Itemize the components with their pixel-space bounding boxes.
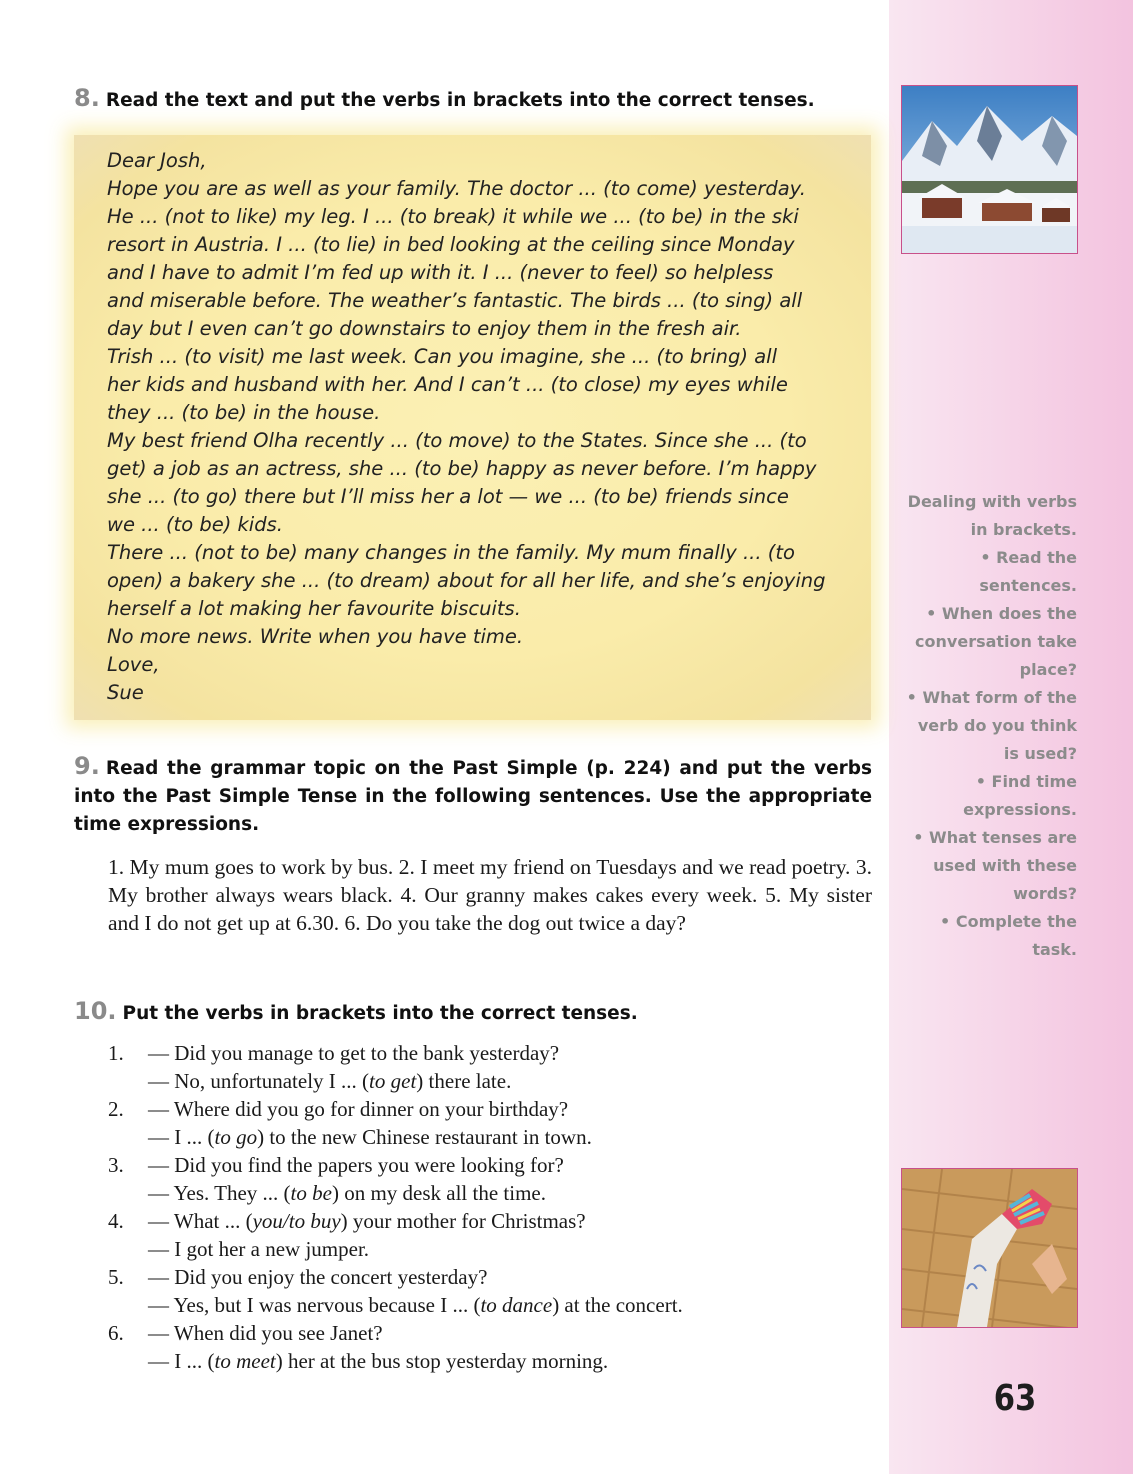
letter-line: get) a job as an actress, she ... (to be) happy as never before. I’m happy <box>107 457 817 480</box>
tip-line: words? <box>1013 884 1077 903</box>
letter-line: and miserable before. The weather’s fantastic. The birds ... (to sing) all <box>107 289 803 312</box>
line-text <box>148 1263 487 1291</box>
line-text <box>148 1123 592 1151</box>
exercise-9-heading <box>74 752 872 839</box>
dialogue-text: — I ... ( <box>148 1349 215 1373</box>
dialogue-text: — Did you manage to get to the bank yesterday? <box>148 1041 560 1065</box>
dialogue-text: ) at the concert. <box>552 1293 683 1317</box>
tip-line: Dealing with verbs <box>907 492 1077 511</box>
letter-line: resort in Austria. I ... (to lie) in bed looking at the ceiling since Monday <box>107 233 795 256</box>
dialogue-question <box>108 1263 868 1291</box>
tip-line: used with these <box>933 856 1077 875</box>
line-text <box>148 1095 568 1123</box>
tip-line: is used? <box>1003 744 1077 763</box>
item-number: 3. <box>108 1153 124 1177</box>
line-text <box>148 1151 564 1179</box>
tip-line: expressions. <box>963 800 1077 819</box>
exercise-number: 10. <box>74 997 117 1025</box>
tip-line: • Find time <box>975 772 1077 791</box>
item-number: 6. <box>108 1321 124 1345</box>
dialogue-text: — Yes. They ... ( <box>148 1181 291 1205</box>
tip-line: • What tenses are <box>913 828 1077 847</box>
exercise-instruction: Read the grammar topic on the Past Simple (p. 224) and put the verbs into the Past Simple Tense in the following sentences. Use the appropriate time expressions. <box>74 758 872 835</box>
item-number: 1. <box>108 1041 124 1065</box>
tip-line: • Read the <box>980 548 1077 567</box>
letter-line: Sue <box>107 681 144 704</box>
letter-line: herself a lot making her favourite biscuits. <box>107 597 521 620</box>
dialogue-text: ) her at the bus stop yesterday morning. <box>275 1349 609 1373</box>
line-text <box>148 1207 586 1235</box>
verb-hint: to go <box>214 1125 258 1149</box>
dialogue-question <box>108 1095 868 1123</box>
letter-line: she ... (to go) there but I’ll miss her a lot — we ... (to be) friends since <box>107 485 789 508</box>
dialogue-text: — Where did you go for dinner on your birthday? <box>148 1097 569 1121</box>
letter-line: Trish ... (to visit) me last week. Can you imagine, she ... (to bring) all <box>107 345 777 368</box>
letter-line: we ... (to be) kids. <box>107 513 283 536</box>
exercise-9-sentences: 1. My mum goes to work by bus. 2. I meet my friend on Tuesdays and we read poetry. 3. My brother always wears black. 4. Our granny makes cakes every week. 5. My sister and I do not get up at 6.30. 6. Do you take the dog out twice a day? <box>108 855 872 935</box>
dialogue-text: — When did you see Janet? <box>148 1321 383 1345</box>
dialogue-answer <box>108 1123 868 1151</box>
dialogue-text: — Did you enjoy the concert yesterday? <box>148 1265 488 1289</box>
page-number: 63 <box>993 1378 1037 1419</box>
letter-line: day but I even can’t go downstairs to enjoy them in the fresh air. <box>107 317 742 340</box>
dialogue-text: — I got her a new jumper. <box>148 1237 370 1261</box>
tip-line: sentences. <box>979 576 1077 595</box>
tip-line: • What form of the <box>906 688 1077 707</box>
dialogue-answer <box>108 1347 868 1375</box>
item-number: 4. <box>108 1209 124 1233</box>
line-text <box>148 1067 511 1095</box>
letter-text <box>107 147 842 707</box>
letter-line: He ... (not to like) my leg. I ... (to break) it while we ... (to be) in the ski <box>107 205 799 228</box>
tip-line: place? <box>1019 660 1077 679</box>
exercise-number: 9. <box>74 752 100 780</box>
dialogue-text: ) on my desk all the time. <box>331 1181 546 1205</box>
verb-hint: to meet <box>214 1349 276 1373</box>
line-text <box>148 1039 559 1067</box>
dialogue-text: — What ... ( <box>148 1209 253 1233</box>
letter-line: open) a bakery she ... (to dream) about for all her life, and she’s enjoying <box>107 569 826 592</box>
margin-tip <box>900 488 1077 964</box>
exercise-10-heading <box>74 997 638 1025</box>
tip-line: in brackets. <box>970 520 1077 539</box>
broken-leg-photo <box>901 1168 1078 1328</box>
exercise-8-heading <box>74 84 815 112</box>
dialogue-text: ) there late. <box>416 1069 512 1093</box>
dialogue-text: — No, unfortunately I ... ( <box>148 1069 370 1093</box>
line-text <box>148 1179 546 1207</box>
tip-line: conversation take <box>915 632 1077 651</box>
letter-line: and I have to admit I’m fed up with it. I ... (never to feel) so helpless <box>107 261 774 284</box>
dialogue-text: — Did you find the papers you were looking for? <box>148 1153 564 1177</box>
letter-line: Dear Josh, <box>107 149 207 172</box>
item-number: 5. <box>108 1265 124 1289</box>
exercise-10-dialogues <box>108 1039 868 1375</box>
dialogue-text: — Yes, but I was nervous because I ... ( <box>148 1293 481 1317</box>
tip-line: • Complete the <box>940 912 1077 931</box>
ski-resort-photo <box>901 85 1078 254</box>
line-text <box>148 1319 383 1347</box>
letter-line: My best friend Olha recently ... (to move) to the States. Since she ... (to <box>107 429 807 452</box>
line-text <box>148 1291 683 1319</box>
letter-line: There ... (not to be) many changes in the family. My mum finally ... (to <box>107 541 795 564</box>
letter-line: her kids and husband with her. And I can’t ... (to close) my eyes while <box>107 373 788 396</box>
dialogue-text: — I ... ( <box>148 1125 215 1149</box>
verb-hint: to get <box>369 1069 417 1093</box>
dialogue-answer <box>108 1179 868 1207</box>
tip-line: task. <box>1032 940 1077 959</box>
dialogue-text: ) to the new Chinese restaurant in town. <box>257 1125 592 1149</box>
dialogue-question <box>108 1319 868 1347</box>
verb-hint: to be <box>290 1181 332 1205</box>
dialogue-question <box>108 1151 868 1179</box>
exercise-number: 8. <box>74 84 100 112</box>
exercise-instruction: Read the text and put the verbs in brackets into the correct tenses. <box>105 90 815 111</box>
letter-line: they ... (to be) in the house. <box>107 401 381 424</box>
item-number: 2. <box>108 1097 124 1121</box>
dialogue-answer <box>108 1067 868 1095</box>
dialogue-answer <box>108 1235 868 1263</box>
tip-line: verb do you think <box>917 716 1077 735</box>
verb-hint: to dance <box>480 1293 553 1317</box>
line-text <box>148 1235 369 1263</box>
dialogue-question <box>108 1207 868 1235</box>
dialogue-text: ) your mother for Christmas? <box>340 1209 586 1233</box>
dialogue-answer <box>108 1291 868 1319</box>
line-text <box>148 1347 608 1375</box>
letter-line: Hope you are as well as your family. The doctor ... (to come) yesterday. <box>107 177 806 200</box>
letter-line: No more news. Write when you have time. <box>107 625 524 648</box>
exercise-instruction: Put the verbs in brackets into the correct tenses. <box>122 1003 638 1024</box>
verb-hint: you/to buy <box>252 1209 341 1233</box>
letter-line: Love, <box>107 653 160 676</box>
tip-line: • When does the <box>926 604 1077 623</box>
dialogue-question <box>108 1039 868 1067</box>
